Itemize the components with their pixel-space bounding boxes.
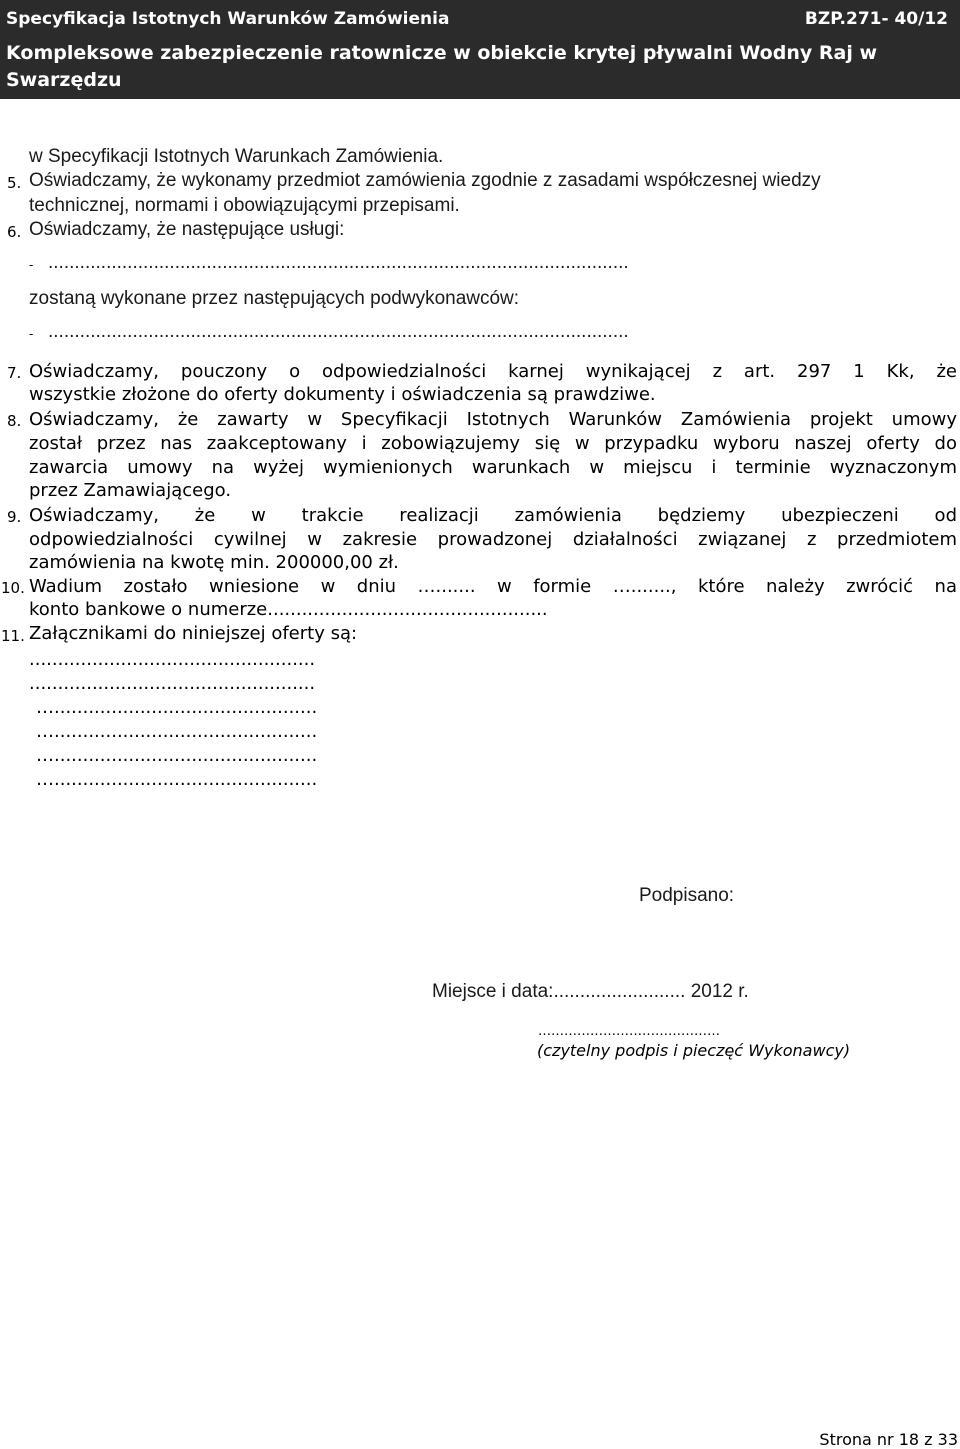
item-6-text: Oświadczamy, że następujące usługi: — [29, 219, 345, 240]
place-date-line: Miejsce i data:......................... 2012 r. — [432, 981, 749, 1002]
attachment-line: .................................................. — [29, 649, 316, 670]
item-8-number: 8. — [7, 412, 22, 430]
signed-label: Podpisano: — [639, 885, 735, 906]
attachment-line: ….............................................. — [36, 745, 318, 766]
dash-marker: - — [29, 258, 34, 272]
attachment-line: ….............................................. — [36, 769, 318, 790]
document-reference: BZP.271- 40/12 — [804, 9, 948, 29]
item-11-text: Załącznikami do niniejszej oferty są: — [29, 623, 358, 644]
document-title: Specyfikacja Istotnych Warunków Zamówienia — [6, 9, 450, 29]
signature-dots: …………………………………… — [538, 1024, 720, 1039]
item-9-line-3: zamówienia na kwotę min. 200000,00 zł. — [29, 552, 399, 573]
item-9-number: 9. — [7, 508, 22, 526]
item-11-number: 11. — [1, 627, 25, 645]
item-10-line-1: Wadium zostało wniesione w dniu …....... w formie …......., które należy zwrócić na — [29, 576, 957, 597]
item-7-line-2: wszystkie złożone do oferty dokumenty i oświadczenia są prawdziwe. — [29, 384, 656, 405]
item-5-number: 5. — [7, 174, 22, 192]
item-7-number: 7. — [7, 364, 22, 382]
attachment-line: .................................................. — [29, 673, 316, 694]
item-8-line-1: Oświadczamy, że zawarty w Specyfikacji Istotnych Warunków Zamówienia projekt umowy — [29, 409, 957, 430]
document-header — [0, 0, 960, 99]
item-10-number: 10. — [1, 579, 25, 597]
attachment-line: ….............................................. — [36, 697, 318, 718]
subcontractors-text: zostaną wykonane przez następujących podwykonawców: — [29, 288, 520, 309]
item-9-line-1: Oświadczamy, że w trakcie realizacji zamówienia będziemy ubezpieczeni od — [29, 505, 957, 526]
item-9-line-2: odpowiedzialności cywilnej w zakresie prowadzonej działalności związanej z przedmiotem — [29, 529, 957, 550]
attachment-line: ….............................................. — [36, 721, 318, 742]
document-subtitle: Kompleksowe zabezpieczenie ratownicze w obiekcie krytej pływalni Wodny Raj w Swarzędzu — [6, 42, 877, 91]
subcontractors-dots: .............................................................................................................. — [48, 321, 629, 342]
services-dots: .............................................................................................................. — [48, 252, 629, 273]
continuation-text: w Specyfikacji Istotnych Warunkach Zamówienia. — [29, 146, 444, 167]
page-number: Strona nr 18 z 33 — [819, 1430, 958, 1449]
item-6-number: 6. — [7, 223, 22, 241]
item-5-line-2: technicznej, normami i obowiązującymi przepisami. — [29, 195, 460, 216]
item-10-line-2: konto bankowe o numerze................................................. — [29, 599, 548, 620]
item-5-line-1: Oświadczamy, że wykonamy przedmiot zamówienia zgodnie z zasadami współczesnej wiedzy — [29, 170, 821, 191]
item-8-line-3: zawarcia umowy na wyżej wymienionych warunkach w miejscu i terminie wyznaczonym — [29, 457, 957, 478]
item-8-line-4: przez Zamawiającego. — [29, 480, 232, 501]
dash-marker: - — [29, 327, 34, 341]
signature-caption: (czytelny podpis i pieczęć Wykonawcy) — [537, 1041, 851, 1060]
item-7-line-1: Oświadczamy, pouczony o odpowiedzialności karnej wynikającej z art. 297 1 Kk, że — [29, 361, 957, 382]
item-8-line-2: został przez nas zaakceptowany i zobowiązujemy się w przypadku wyboru naszej oferty do — [29, 433, 957, 454]
